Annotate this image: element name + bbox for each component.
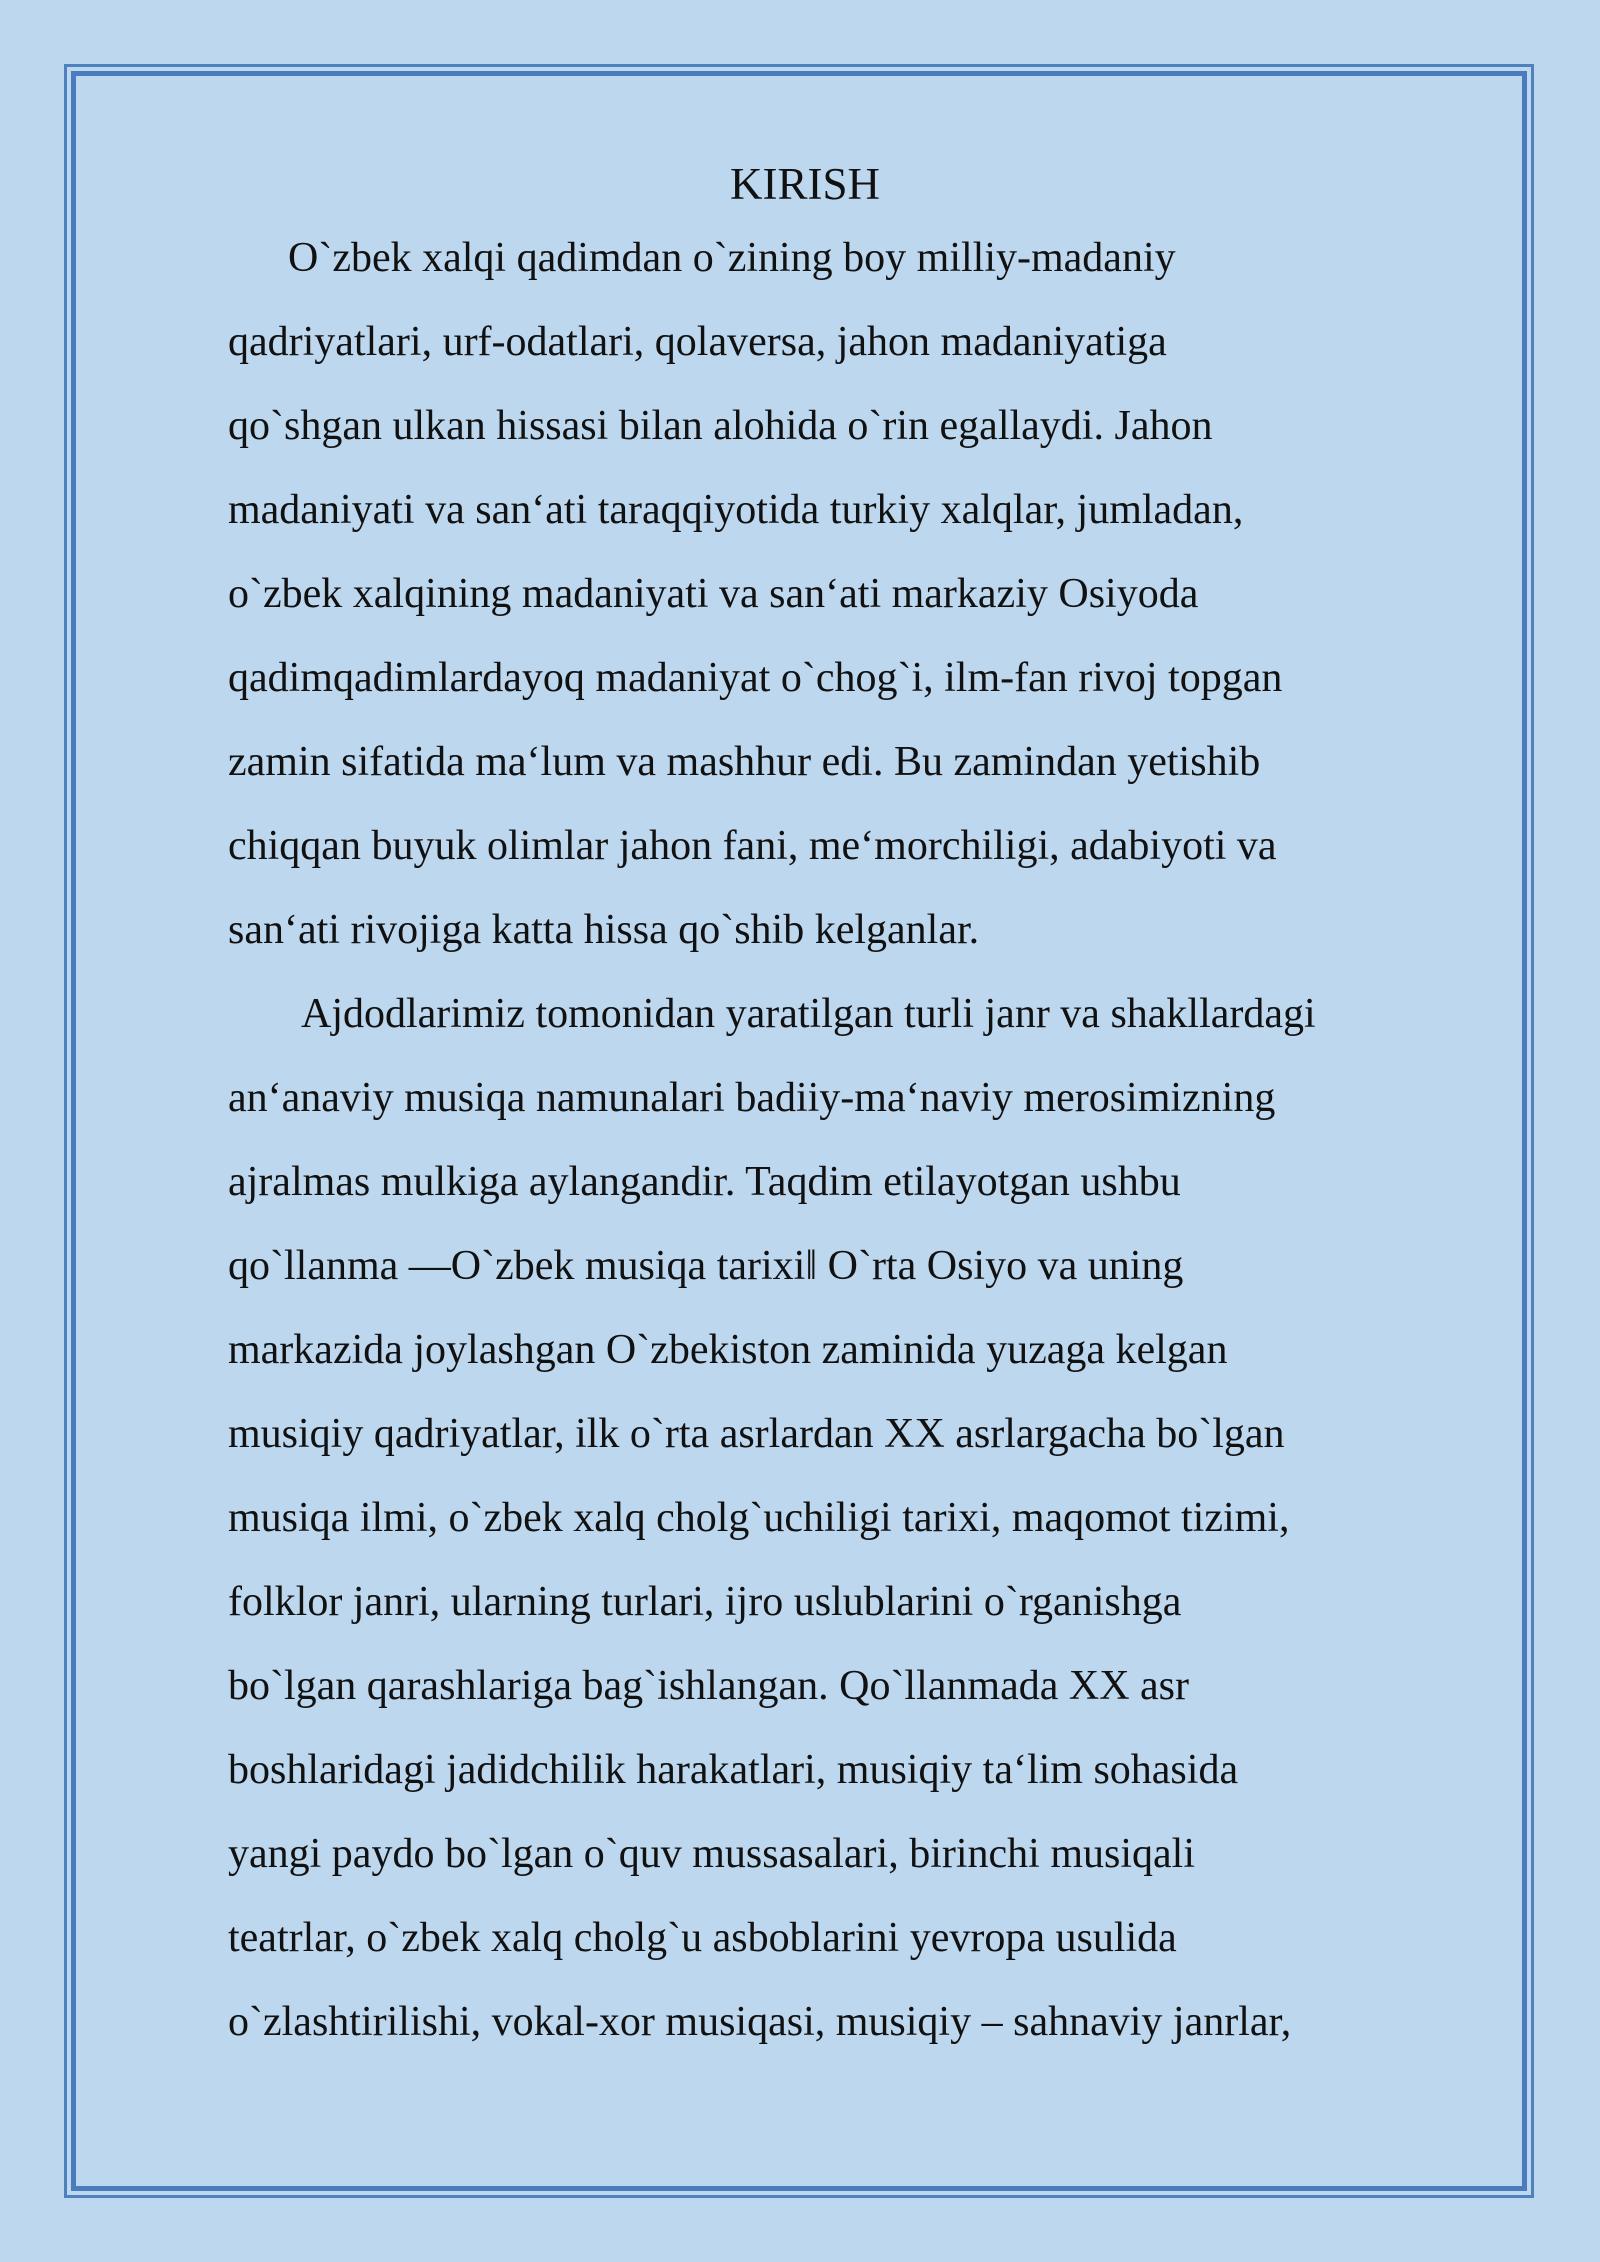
text-line: musiqiy qadriyatlar, ilk o`rta asrlardan XX asrlargacha bo`lgan	[228, 1411, 1285, 1457]
text-line: zamin sifatida ma‘lum va mashhur edi. Bu zamindan yetishib	[228, 739, 1261, 785]
text-line: yangi paydo bo`lgan o`quv mussasalari, birinchi musiqali	[228, 1831, 1195, 1877]
text-line: chiqqan buyuk olimlar jahon fani, me‘morchiligi, adabiyoti va	[228, 823, 1277, 869]
text-line: O`zbek xalqi qadimdan o`zining boy milliy-madaniy	[288, 235, 1176, 281]
text-line: boshlaridagi jadidchilik harakatlari, musiqiy ta‘lim sohasida	[228, 1747, 1239, 1793]
document-title: KIRISH	[729, 159, 880, 209]
text-line: bo`lgan qarashlariga bag`ishlangan. Qo`llanmada XX asr	[228, 1663, 1189, 1709]
text-line: qadriyatlari, urf-odatlari, qolaversa, jahon madaniyatiga	[228, 319, 1167, 365]
text-line: qadimqadimlardayoq madaniyat o`chog`i, ilm-fan rivoj topgan	[228, 655, 1283, 701]
text-line: musiqa ilmi, o`zbek xalq cholg`uchiligi tarixi, maqomot tizimi,	[228, 1495, 1290, 1541]
text-line: markazida joylashgan O`zbekiston zaminida yuzaga kelgan	[228, 1327, 1228, 1373]
text-line: teatrlar, o`zbek xalq cholg`u asboblarini yevropa usulida	[228, 1915, 1177, 1961]
text-line: qo`llanma ―O`zbek musiqa tarixi‖ O`rta Osiyo va uning	[228, 1243, 1184, 1289]
text-line: an‘anaviy musiqa namunalari badiiy-ma‘naviy merosimizning	[228, 1075, 1276, 1121]
text-line: folklor janri, ularning turlari, ijro uslublarini o`rganishga	[228, 1579, 1182, 1625]
text-line: o`zlashtirilishi, vokal-xor musiqasi, musiqiy – sahnaviy janrlar,	[228, 1999, 1292, 2045]
text-line: ajralmas mulkiga aylangandir. Taqdim etilayotgan ushbu	[228, 1159, 1181, 1205]
text-line: madaniyati va san‘ati taraqqiyotida turkiy xalqlar, jumladan,	[228, 487, 1244, 533]
document-body	[228, 152, 1518, 2064]
text-line: o`zbek xalqining madaniyati va san‘ati markaziy Osiyoda	[228, 571, 1199, 617]
paragraph-2	[228, 972, 1518, 2064]
text-line: Ajdodlarimiz tomonidan yaratilgan turli janr va shakllardagi	[301, 991, 1316, 1037]
text-line: qo`shgan ulkan hissasi bilan alohida o`rin egallaydi. Jahon	[228, 403, 1213, 449]
paragraph-1	[228, 216, 1518, 972]
text-line: san‘ati rivojiga katta hissa qo`shib kelganlar.	[228, 907, 980, 953]
